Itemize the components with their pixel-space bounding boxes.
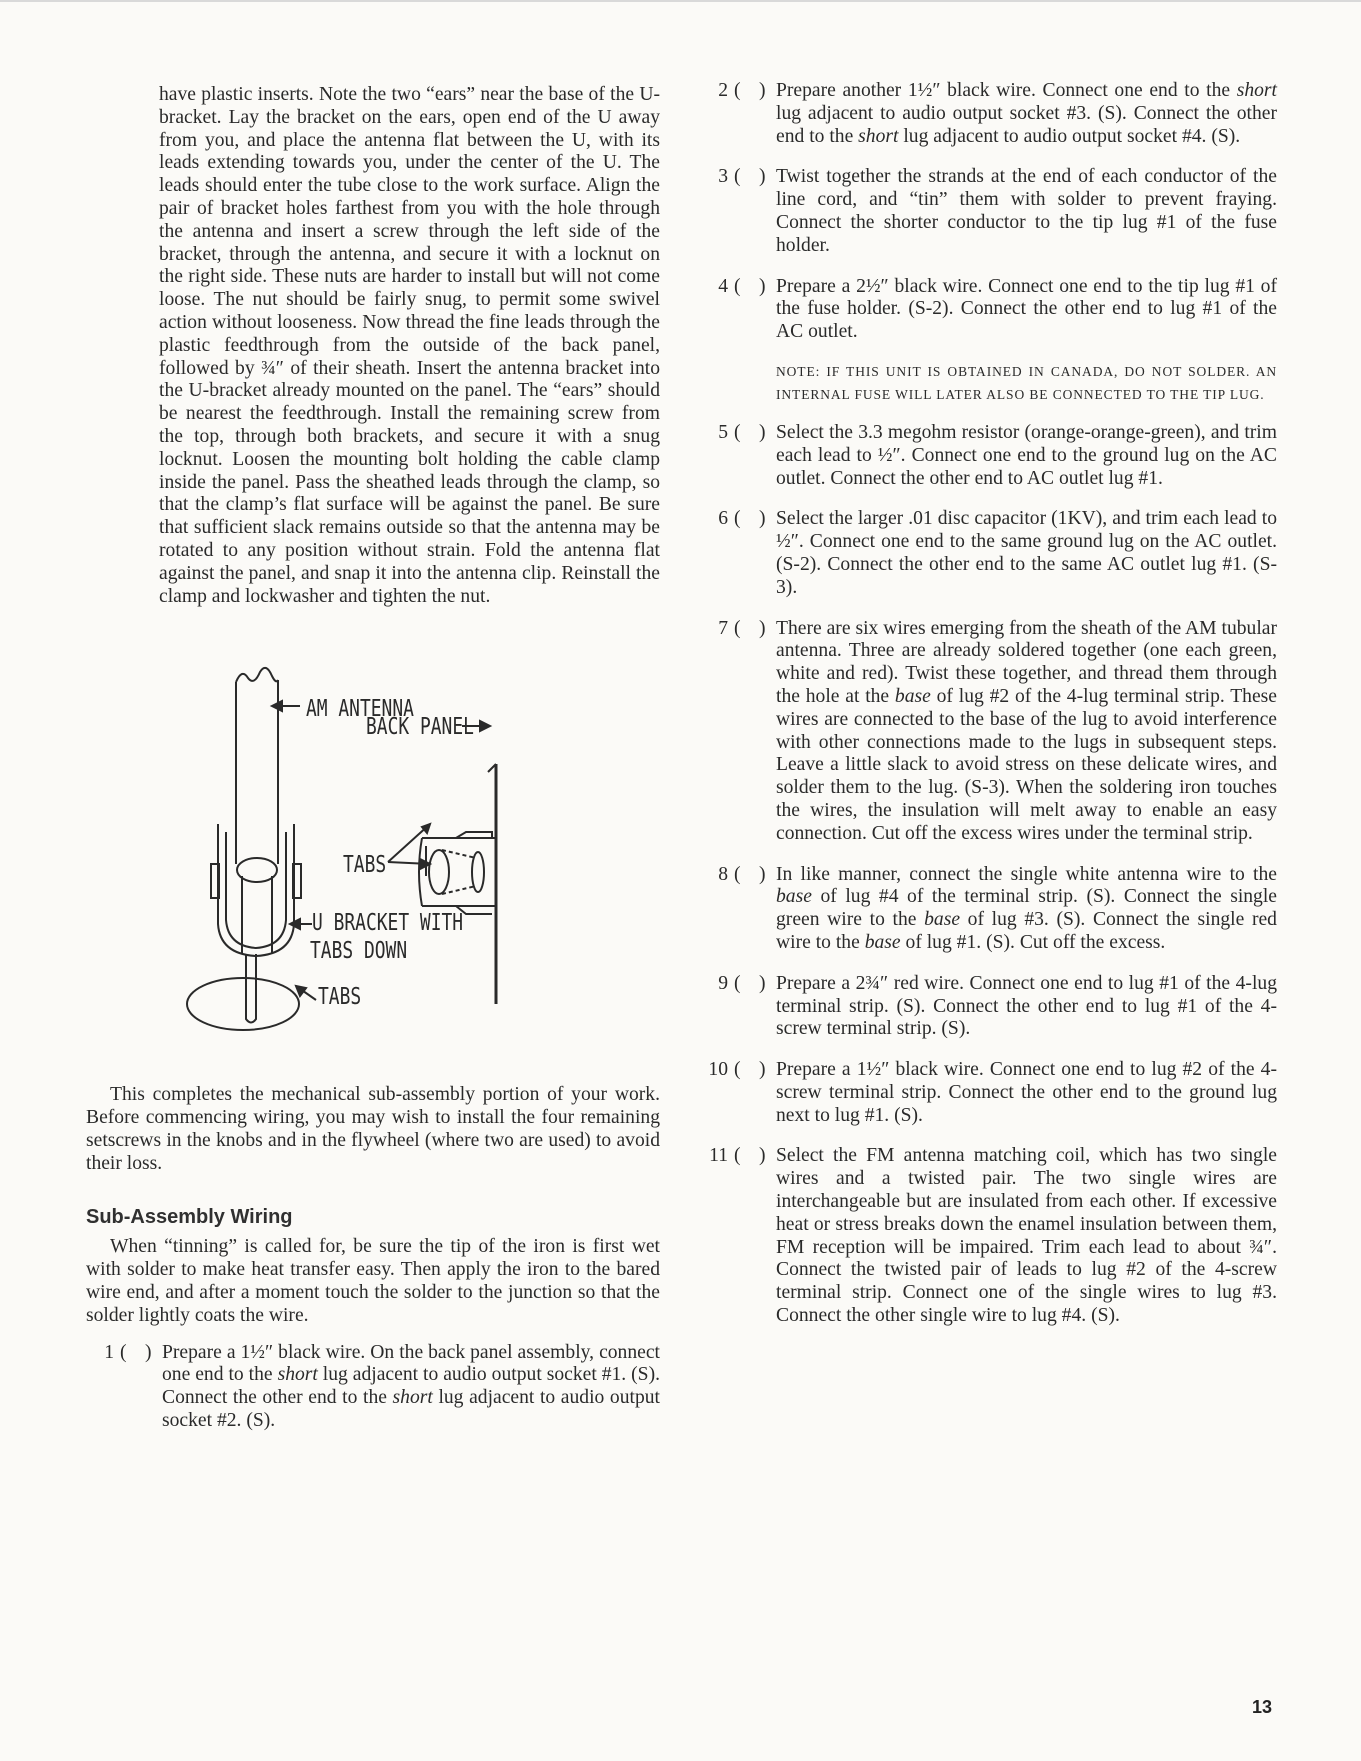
- emphasis-text: base: [864, 931, 901, 953]
- checkbox-open-paren[interactable]: (: [734, 617, 741, 639]
- intro-paragraph: have plastic inserts. Note the two “ears” near the base of the U-bracket. Lay the bracket on the ears, open end of the U away from you, and place the antenna flat between the U, with its leads extending towards you, under the center of the U. The leads should enter the tube close to the work surface. Align the pair of bracket holes farthest from you with the hole through the antenna and insert a screw through the left side of the bracket, through the antenna, and secure it with a locknut on the right side. These nuts are harder to install but will not come loose. The nut should be fairly snug, to permit some swivel action without looseness. Now thread the fine leads through the plastic feedthrough from the outside of the back panel, followed by ¾″ of their sheath. Insert the antenna bracket into the U-bracket already mounted on the panel. The “ears” should be nearest the feedthrough. Install the remaining screw from the top, through both brackets, and secure it with a snug locknut. Loosen the mounting bolt holding the cable clamp inside the panel. Pass the sheathed leads through the clamp, so that the clamp’s flat surface will be against the panel. Be sure that sufficient slack remains outside so that the antenna may be rotated to any position without strain. Fold the antenna flat against the panel, and snap it into the antenna clip. Reinstall the clamp and lockwasher and tighten the nut.: [159, 84, 660, 607]
- checkbox-open-paren[interactable]: (: [734, 80, 741, 101]
- label-tabs-upper: TABS: [343, 851, 387, 878]
- checkbox-close-paren: ): [759, 617, 766, 639]
- antenna-assembly-figure: [86, 624, 660, 1070]
- emphasis-text: base: [894, 685, 931, 707]
- completion-paragraph: This completes the mechanical sub-assembly portion of your work. Before commencing wiring, you may wish to install the four remaining setscrews in the knobs and in the flywheel (where two are used) to avoid their loss.: [86, 1084, 660, 1174]
- step-text: lug adjacent to audio output socket #1. (S). Connect the other end to the: [162, 1364, 660, 1409]
- label-am-antenna: AM ANTENNA: [306, 695, 414, 722]
- step-number: 3: [718, 166, 728, 188]
- emphasis-text: base: [924, 909, 961, 931]
- checkbox-close-paren: ): [759, 863, 766, 885]
- step-number: 5: [718, 421, 728, 443]
- step-4: [700, 276, 1277, 344]
- step-text: Prepare a 2½″ black wire. Connect one end to the tip lug #1 of the fuse holder. (S-2). Connect the other end to lug #1 of the AC outlet.: [776, 275, 1277, 343]
- checkbox-close-paren: ): [759, 80, 766, 101]
- step-number: 1: [104, 1341, 114, 1363]
- step-text: Twist together the strands at the end of each conductor of the line cord, and “tin” them with solder to prevent fraying. Connect the shorter conductor to the tip lug #1 of the fuse holder.: [776, 166, 1277, 256]
- step-text: lug adjacent to audio output socket #2. (S).: [162, 1387, 660, 1431]
- step-text: There are six wires emerging from the sheath of the AM tubular antenna. Three are already soldered together (one each green, white and red). Twist these together, and thread them through the hole at the: [776, 617, 1277, 707]
- step-text: Prepare a 2¾″ red wire. Connect one end to lug #1 of the 4-lug terminal strip. (S). Connect the other end to lug #1 of the 4-screw terminal strip. (S).: [776, 972, 1277, 1040]
- tinning-paragraph: When “tinning” is called for, be sure the tip of the iron is first wet with solder to make heat transfer easy. Then apply the iron to the bared wire end, and after a moment touch the solder to the junction so that the solder lightly coats the wire.: [86, 1236, 660, 1326]
- step-text: Select the 3.3 megohm resistor (orange-orange-green), and trim each lead to ½″. Connect one end to the ground lug on the AC outlet. Connect the other end to AC outlet lug #1.: [776, 421, 1277, 489]
- checkbox-close-paren: ): [759, 275, 766, 297]
- checkbox-close-paren: ): [759, 1059, 766, 1081]
- step-text: of lug #4 of the terminal strip. (S). Connect the single green wire to the: [776, 886, 1277, 931]
- step-text: Select the larger .01 disc capacitor (1KV), and trim each lead to ½″. Connect one end to the same ground lug on the AC outlet. (S-2). Connect the other end to the same AC outlet lug #1. (S-3).: [776, 508, 1277, 598]
- right-column: [700, 80, 1277, 1328]
- step-text: Prepare a 1½″ black wire. Connect one end to lug #2 of the 4-screw terminal strip. Connect the other end to the ground lug next to lug #1. (S).: [776, 1059, 1277, 1126]
- step-10: [700, 1059, 1277, 1127]
- step-number: 2: [718, 80, 728, 101]
- checkbox-open-paren[interactable]: (: [734, 1145, 741, 1167]
- step-2: [700, 80, 1277, 148]
- step-number: 6: [718, 508, 728, 530]
- antenna-diagram: [86, 624, 660, 1070]
- step-number: 8: [718, 863, 728, 885]
- emphasis-text: short: [1236, 80, 1277, 101]
- checkbox-open-paren[interactable]: (: [120, 1341, 127, 1363]
- step-number: 4: [718, 275, 728, 297]
- emphasis-text: short: [277, 1364, 318, 1386]
- emphasis-text: base: [776, 886, 812, 908]
- step-7: [700, 618, 1277, 846]
- checkbox-close-paren: ): [759, 421, 766, 443]
- step-text: Select the FM antenna matching coil, which has two single wires and a twisted pair. The two single wires are interchangeable but are insulated from each other. If excessive heat or stress breaks down the enamel insulation between them, FM reception will be impaired. Trim each lead to about ¾″. Connect the twisted pair of leads to lug #2 of the 4-screw terminal strip. Connect one of the single wires to lug #3. Connect the other single wire to lug #4. (S).: [776, 1145, 1277, 1327]
- checkbox-open-paren[interactable]: (: [734, 1059, 741, 1081]
- step-text: of lug #3. (S). Connect the single red wire to the: [776, 909, 1277, 953]
- label-u-bracket-line2: TABS DOWN: [310, 937, 408, 964]
- step-text: Prepare a 1½″ black wire. On the back panel assembly, connect one end to the: [162, 1341, 660, 1386]
- step-text: lug adjacent to audio output socket #3. (S). Connect the other end to the: [776, 102, 1277, 147]
- step-number: 11: [709, 1145, 728, 1167]
- top-border-line: [0, 0, 1361, 2]
- checkbox-open-paren[interactable]: (: [734, 863, 741, 885]
- checkbox-close-paren: ): [759, 508, 766, 530]
- left-column: [86, 84, 660, 1433]
- step-6: [700, 508, 1277, 599]
- step-text: In like manner, connect the single white antenna wire to the: [776, 863, 1277, 885]
- checkbox-close-paren: ): [759, 972, 766, 994]
- checkbox-open-paren[interactable]: (: [734, 421, 741, 443]
- checkbox-close-paren: ): [759, 166, 766, 188]
- step-number: 9: [718, 972, 728, 994]
- step-1: [86, 1342, 660, 1433]
- label-back-panel: BACK PANEL: [365, 713, 474, 740]
- step-text: Prepare another 1½″ black wire. Connect one end to the: [776, 80, 1237, 101]
- section-heading: Sub-Assembly Wiring: [86, 1205, 293, 1228]
- page-number: 13: [1252, 1697, 1273, 1717]
- emphasis-text: short: [858, 125, 899, 147]
- step-number: 10: [708, 1059, 728, 1081]
- step-text: of lug #2 of the 4-lug terminal strip. These wires are connected to the base of the lug to avoid interference with other connections made to the lugs in subsequent steps. Leave a little slack to avoid stress on these delicate wires, and solder them to the lug. (S-3). When the soldering iron touches the wires, the insulation will melt away to enable an easy connection. Cut off the excess wires under the terminal strip.: [776, 685, 1277, 844]
- step-3: [700, 166, 1277, 257]
- step-9: [700, 973, 1277, 1041]
- step-8: [700, 864, 1277, 955]
- checkbox-open-paren[interactable]: (: [734, 508, 741, 530]
- checkbox-open-paren[interactable]: (: [734, 275, 741, 297]
- checkbox-close-paren: ): [145, 1341, 152, 1363]
- step-11: [700, 1145, 1277, 1327]
- checkbox-open-paren[interactable]: (: [734, 972, 741, 994]
- emphasis-text: short: [392, 1387, 433, 1409]
- checkbox-open-paren[interactable]: (: [734, 166, 741, 188]
- step-number: 7: [718, 617, 728, 639]
- step-5: [700, 422, 1277, 490]
- step-text: of lug #1. (S). Cut off the excess.: [900, 931, 1166, 953]
- canada-note: NOTE: IF THIS UNIT IS OBTAINED IN CANADA, DO NOT SOLDER. AN INTERNAL FUSE WILL LATER ALSO BE CONNECTED TO THE TIP LUG.: [776, 363, 1277, 402]
- label-u-bracket-line1: U BRACKET WITH: [312, 909, 464, 936]
- step-text: lug adjacent to audio output socket #4. (S).: [898, 125, 1241, 147]
- checkbox-close-paren: ): [759, 1145, 766, 1167]
- label-tabs-lower: TABS: [318, 983, 362, 1010]
